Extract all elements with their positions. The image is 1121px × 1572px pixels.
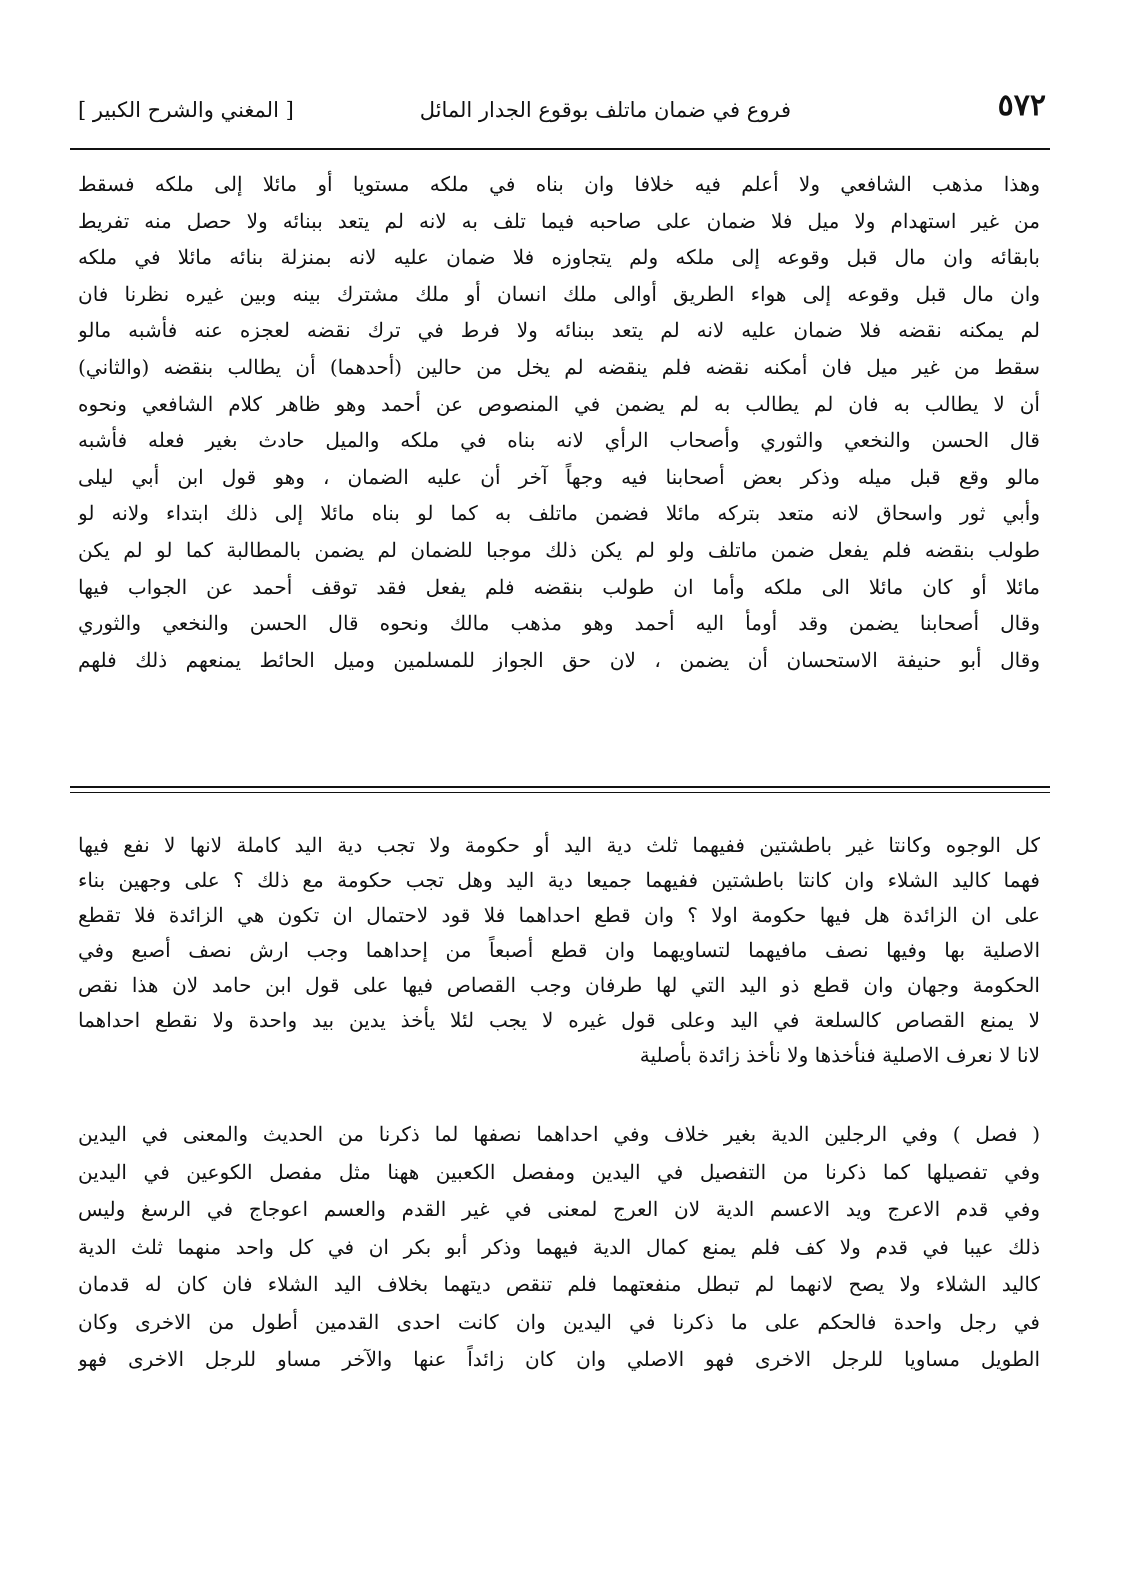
lower-text — [78, 828, 1040, 1073]
text-line: قال الحسن والنخعي والثوري وأصحاب الرأي لانه بناه في ملكه والميل حادث بغير فعله فأشبه — [78, 428, 1040, 453]
text-line: بابقائه وان مال قبل وقوعه إلى ملكه ولم يتجاوزه فلا ضمان عليه لانه بمنزلة بنائه مائلا في ملكه — [78, 245, 1040, 270]
text-line: أن لا يطالب به فان لم يطالب به لم يضمن في المنصوص عن أحمد وهو ظاهر كلام الشافعي ونحوه — [78, 391, 1040, 416]
text-line: لانا لا نعرف الاصلية فنأخذها ولا نأخذ زائدة بأصلية — [639, 1043, 1040, 1067]
text-line: سقط من غير ميل فان أمكنه نقضه فلم ينقضه لم يخل من حالين (أحدهما) أن يطالب بنقضه (والثاني) — [78, 354, 1040, 379]
main-text — [78, 166, 1040, 678]
text-line: كاليد الشلاء ولا يصح لانهما لم تبطل منفعتهما فلم تنقص ديتهما بخلاف اليد الشلاء فان كان له قدمان — [78, 1272, 1040, 1296]
text-line: وقال أصحابنا يضمن وقد أومأ اليه أحمد وهو مذهب مالك ونحوه قال الحسن والنخعي والثوري — [78, 611, 1040, 636]
text-line: وأبي ثور واسحاق لانه متعد بتركه مائلا فضمن ماتلف به كما لو بناه مائلا إلى ذلك ابتداء ولانه لو — [78, 501, 1040, 526]
text-line: وان مال قبل وقوعه إلى هواء الطريق أوالى ملك انسان أو ملك مشترك بينه وبين غيره نظرنا فان — [78, 281, 1040, 306]
separator-rule-thin — [70, 792, 1050, 793]
text-line: كل الوجوه وكانتا غير باطشتين ففيهما ثلث دية اليد أو حكومة ولا تجب دية اليد كاملة لانها لا نفع فيها — [78, 833, 1040, 857]
text-line: لا يمنع القصاص كالسلعة في اليد وعلى قول غيره لا يجب لئلا يأخذ يدين بيد واحدة ولا نقطع احداهما — [78, 1008, 1040, 1032]
book-title: [ المغني والشرح الكبير ] — [78, 98, 294, 122]
text-line: في رجل واحدة فالحكم على ما ذكرنا في اليدين وان كانت احدى القدمين أطول من الاخرى وكان — [78, 1309, 1040, 1334]
text-line: الحكومة وجهان وان قطع ذو اليد التي لها طرفان وجب القصاص فيها على قول ابن حامد لان هذا نقص — [78, 973, 1040, 997]
section-title: فروع في ضمان ماتلف بوقوع الجدار المائل — [419, 98, 791, 122]
text-line: فهما كاليد الشلاء وان كانتا باطشتين ففيهما جميعا دية اليد وهل تجب حكومة مع ذلك ؟ على وجهين بناء — [78, 868, 1040, 892]
text-line: الاصلية بها وفيها نصف مافيهما لتساويهما وان قطع أصبعاً من إحداهما وجب ارش نصف أصبع وفي — [78, 938, 1040, 962]
page-header — [78, 88, 1046, 138]
separator-rule — [70, 786, 1050, 788]
text-line: لم يمكنه نقضه فلا ضمان عليه لانه لم يتعد ببنائه ولا فرط في ترك نقضه لعجزه عنه فأشبه مالو — [78, 318, 1040, 343]
section-text — [78, 1116, 1040, 1379]
text-line: على ان الزائدة هل فيها حكومة اولا ؟ وان قطع احداهما فلا قود لاحتمال ان تكون هي الزائدة فلا تقطع — [78, 903, 1040, 927]
text-line: وقال أبو حنيفة الاستحسان أن يضمن ، لان حق الجواز للمسلمين وميل الحائط يمنعهم ذلك فلهم — [78, 647, 1040, 672]
text-line: من غير استهدام ولا ميل فلا ضمان على صاحبه فيما تلف به لانه لم يتعد ببنائه ولا حصل منه تفريط — [78, 208, 1040, 233]
text-line: ( فصل ) وفي الرجلين الدية بغير خلاف وفي احداهما نصفها لما ذكرنا من الحديث والمعنى في اليدين — [78, 1122, 1040, 1146]
text-line: مالو وقع قبل ميله وذكر بعض أصحابنا فيه وجهاً آخر أن عليه الضمان ، وهو قول ابن أبي ليلى — [78, 464, 1040, 489]
text-line: وفي تفصيلها كما ذكرنا من التفصيل في اليدين ومفصل الكعبين ههنا مثل مفصل الكوعين في اليدين — [78, 1159, 1040, 1184]
header-rule — [70, 148, 1050, 150]
text-line: طولب بنقضه فلم يفعل ضمن ماتلف ولو لم يكن ذلك موجبا للضمان لم يضمن بالمطالبة كما لو لم يكن — [78, 537, 1040, 562]
text-line: مائلا أو كان مائلا الى ملكه وأما ان طولب بنقضه فلم يفعل فقد توقف أحمد عن الجواب فيها — [78, 574, 1040, 599]
text-line: وفي قدم الاعرج ويد الاعسم الدية لان العرج لمعنى في غير القدم والعسم اعوجاج في الرسغ وليس — [78, 1197, 1040, 1221]
text-line: الطويل مساويا للرجل الاخرى فهو الاصلي وان كان زائداً عنها والآخر مساو للرجل الاخرى فهو — [78, 1347, 1040, 1371]
text-line: ذلك عيبا في قدم ولا كف فلم يمنع كمال الدية فيهما وذكر أبو بكر ان في كل واحد منهما ثلث الدية — [78, 1234, 1040, 1259]
page-number: ٥٧٢ — [997, 88, 1046, 123]
text-line: وهذا مذهب الشافعي ولا أعلم فيه خلافا وان بناه في ملكه مستويا أو مائلا إلى ملكه فسقط — [78, 172, 1040, 196]
